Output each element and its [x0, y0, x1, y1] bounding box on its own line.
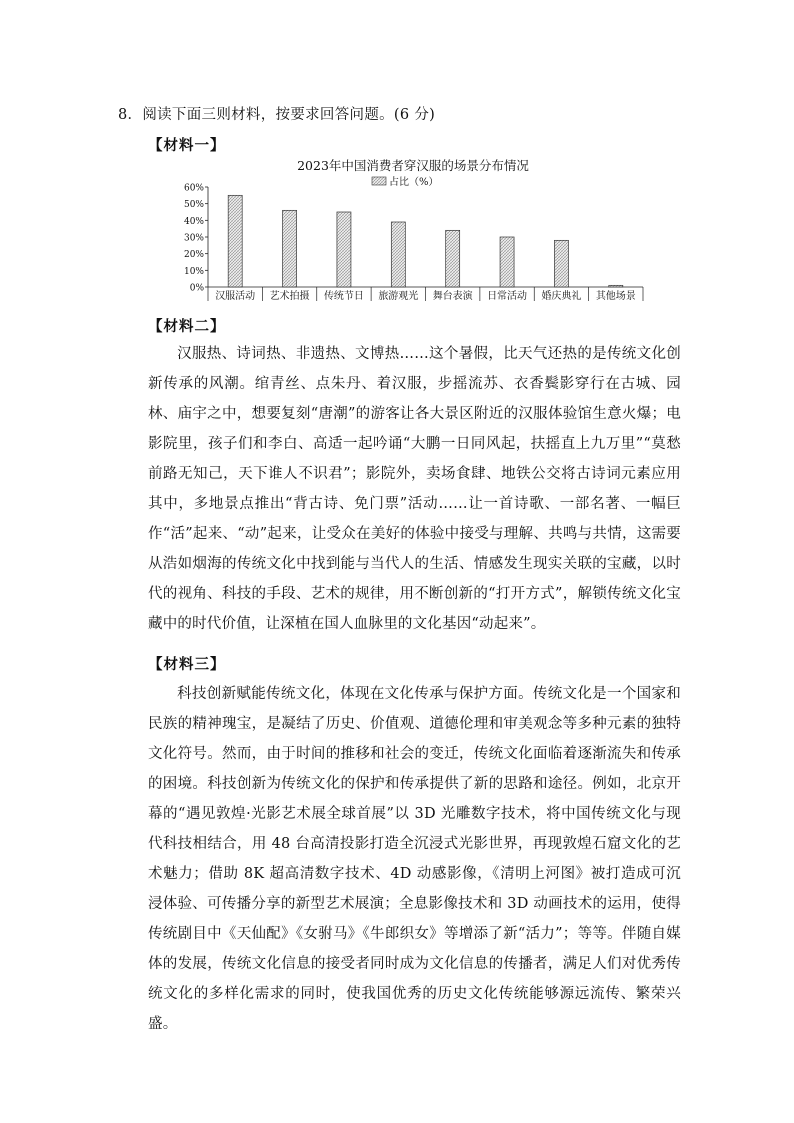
chart-title: 2023年中国消费者穿汉服的场景分布情况	[297, 158, 529, 173]
chart-legend	[372, 175, 439, 188]
material2-label: 【材料二】	[148, 318, 226, 335]
y-tick-label: 50%	[183, 200, 204, 211]
x-tick-label: 汉服活动	[215, 291, 256, 302]
legend-label: 占比（%）	[389, 177, 439, 188]
y-tick-label: 40%	[183, 216, 204, 227]
question-header: 8．阅读下面三则材料，按要求回答问题。(6 分)	[118, 107, 436, 123]
material2-text: 汉服热、诗词热、非遗热、文博热……这个暑假，比天气还热的是传统文化创新传承的风潮。绾青丝、点朱丹、着汉服，步摇流苏、衣香鬓影穿行在古城、园林、庙宇之中，想要复刻“唐潮”的游客让各大景区附近的汉服体验馆生意火爆；电影院里，孩子们和李白、高适一起吟诵“大鹏一日同风起，扶摇直上九万里”“莫愁前路无知己，天下谁人不识君”；影院外，卖场食肆、地铁公交将古诗词元素应用其中，多地景点推出“背古诗、免门票”活动……让一首诗歌、一部名著、一幅巨作“活”起来、“动”起来，让受众在美好的体验中接受与理解、共鸣与共情，这需要从浩如烟海的传统文化中找到能与当代人的生活、情感发生现实关联的宝藏，以时代的视角、科技的手段、艺术的规律，用不断创新的“打开方式”，解锁传统文化宝藏中的时代价值，让深植在国人血脉里的文化基因“动起来”。	[148, 346, 681, 632]
y-tick-label: 10%	[183, 266, 204, 277]
bar	[609, 285, 623, 287]
bar	[283, 210, 297, 287]
scene-distribution-bar-chart	[178, 152, 648, 308]
y-tick-label: 20%	[183, 250, 204, 261]
bar	[337, 212, 351, 287]
bar	[554, 240, 568, 287]
material3-label: 【材料三】	[148, 656, 226, 673]
x-tick-label: 旅游观光	[378, 291, 419, 302]
bar	[500, 237, 514, 287]
x-tick-label: 舞台表演	[432, 291, 473, 302]
legend-swatch	[372, 177, 386, 185]
x-tick-label: 婚庆典礼	[541, 291, 582, 302]
bar	[228, 195, 242, 287]
y-tick-label: 60%	[183, 183, 204, 194]
y-tick-label: 30%	[183, 233, 204, 244]
bar	[446, 230, 460, 287]
material3-text: 科技创新赋能传统文化，体现在文化传承与保护方面。传统文化是一个国家和民族的精神瑰宝，是凝结了历史、价值观、道德伦理和审美观念等多种元素的独特文化符号。然而，由于时间的推移和社会的变迁，传统文化面临着逐渐流失和传承的困境。科技创新为传统文化的保护和传承提供了新的思路和途径。例如，北京开幕的“遇见敦煌·光影艺术展全球首展”以 3D 光雕数字技术，将中国传统文化与现代科技相结合，用 48 台高清投影打造全沉浸式光影世界，再现敦煌石窟文化的艺术魅力；借助 8K 超高清数字技术、4D 动感影像，《清明上河图》被打造成可沉浸体验、可传播分享的新型艺术展演；全息影像技术和 3D 动画技术的运用，使得传统剧目中《天仙配》《女驸马》《牛郎织女》等增添了新“活力”；等等。伴随自媒体的发展，传统文化信息的接受者同时成为文化信息的传播者，满足人们对优秀传统文化的多样化需求的同时，使我国优秀的历史文化传统能够源远流传、繁荣兴盛。	[148, 686, 681, 1032]
material2-paragraph	[148, 339, 681, 639]
x-tick-label: 其他场景	[595, 291, 636, 302]
x-tick-label: 传统节日	[323, 291, 364, 302]
material1-label: 【材料一】	[148, 137, 226, 154]
x-tick-label: 日常活动	[487, 291, 528, 302]
material3-paragraph	[148, 679, 681, 1039]
y-tick-label: 0%	[189, 283, 204, 294]
x-tick-label: 艺术拍摄	[269, 291, 310, 302]
bar	[391, 222, 405, 287]
